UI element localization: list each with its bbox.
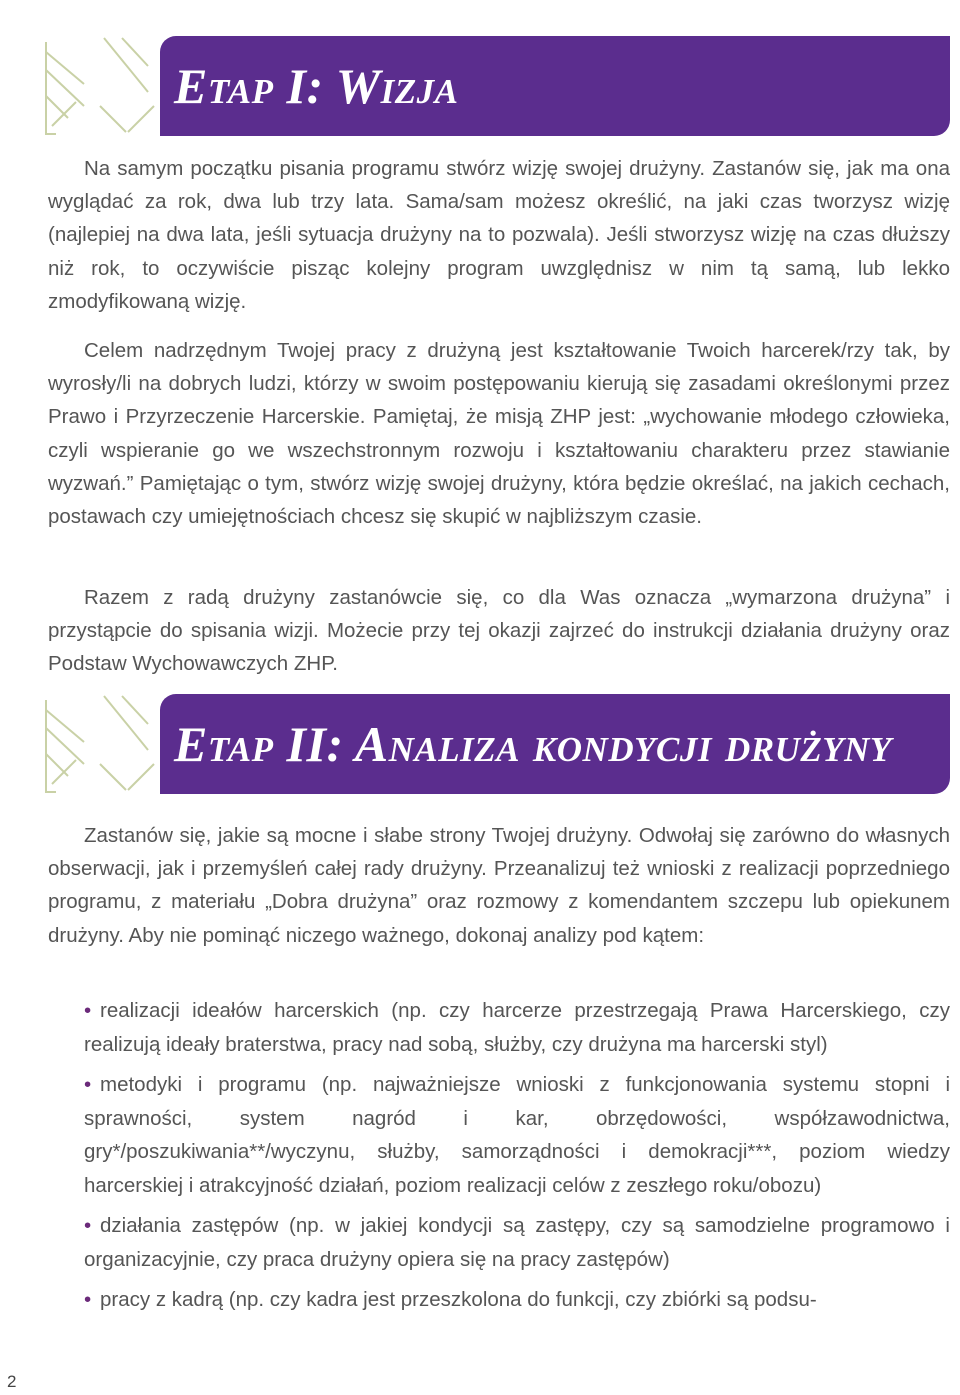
list-item [84, 1283, 950, 1317]
analysis-bullet-list [84, 994, 950, 1324]
section2-banner [160, 694, 950, 794]
section2-intro: Zastanów się, jakie są mocne i słabe strony Twojej drużyny. Odwołaj się zarówno do własnych obserwacji, jak i przemyśleń całej rady drużyny. Przeanalizuj też wnioski z realizacji poprzedniego programu, z materiału „Dobra drużyna” oraz rozmowy z komendantem szczepu lub opiekunem drużyny. Aby nie pominąć niczego ważnego, dokonaj analizy pod kątem: [48, 824, 950, 947]
bullet-icon: • [84, 1214, 92, 1237]
pattern-decoration-icon [44, 694, 156, 798]
list-item [84, 994, 950, 1061]
list-item [84, 1209, 950, 1276]
list-item-text: realizacji ideałów harcerskich (np. czy harcerze przestrzegają Prawa Harcerskiego, czy realizują ideały braterstwa, pracy nad sobą, służby, czy drużyna ma harcerski styl) [84, 999, 950, 1056]
list-item [84, 1068, 950, 1202]
section1-banner [160, 36, 950, 136]
bullet-icon: • [84, 1073, 92, 1096]
section1-paragraph-3: Razem z radą drużyny zastanówcie się, co dla Was oznacza „wymarzona drużyna” i przystąpcie do spisania wizji. Możecie przy tej okazji zajrzeć do instrukcji działania drużyny oraz Podstaw Wychowawczych ZHP. [48, 586, 950, 676]
section1-header [44, 36, 950, 140]
section1-title: Etap I: Wizja [174, 58, 459, 114]
list-item-text: pracy z kadrą (np. czy kadra jest przeszkolona do funkcji, czy zbiórki są podsu- [100, 1288, 817, 1311]
pattern-decoration-icon [44, 36, 156, 140]
section2-header [44, 694, 950, 798]
bullet-icon: • [84, 999, 92, 1022]
bullet-icon: • [84, 1288, 92, 1311]
page-number: 2 [7, 1372, 17, 1391]
section1-paragraph-1: Na samym początku pisania programu stwórz wizję swojej drużyny. Zastanów się, jak ma ona wyglądać za rok, dwa lub trzy lata. Sama/sam możesz określić, na jaki czas tworzysz wizję (najlepiej na dwa lata, jeśli sytuacja drużyny na to pozwala). Jeśli stworzysz wizję na czas dłuższy niż rok, to oczywiście pisząc kolejny program uwzględnisz w nim tą samą, lub lekko zmodyfikowaną wizję. [48, 157, 950, 313]
section2-title: Etap II: Analiza kondycji drużyny [174, 716, 892, 772]
list-item-text: metodyki i programu (np. najważniejsze wnioski z funkcjonowania systemu stopni i sprawności, system nagród i kar, obrzędowości, współzawodnictwa, gry*/poszukiwania**/wyczynu, służby, samorządności i demokracji***, poziom wiedzy harcerskiej i atrakcyjność działań, poziom realizacji celów z zeszłego roku/obozu) [84, 1073, 950, 1197]
section1-paragraph-2: Celem nadrzędnym Twojej pracy z drużyną jest kształtowanie Twoich harcerek/rzy tak, by wyrosły/li na dobrych ludzi, którzy w swoim postępowaniu kierują się zasadami określonymi przez Prawo i Przyrzeczenie Harcerskie. Pamiętaj, że misją ZHP jest: „wychowanie młodego człowieka, czyli wspieranie go we wszechstronnym rozwoju i kształtowaniu charakteru przez stawianie wyzwań.” Pamiętając o tym, stwórz wizję swojej drużyny, która będzie określać, na jakich cechach, postawach czy umiejętnościach chcesz się skupić w najbliższym czasie. [48, 339, 950, 529]
list-item-text: działania zastępów (np. w jakiej kondycji są zastępy, czy są samodzielne programowo i organizacyjnie, czy praca drużyny opiera się na pracy zastępów) [84, 1214, 950, 1271]
